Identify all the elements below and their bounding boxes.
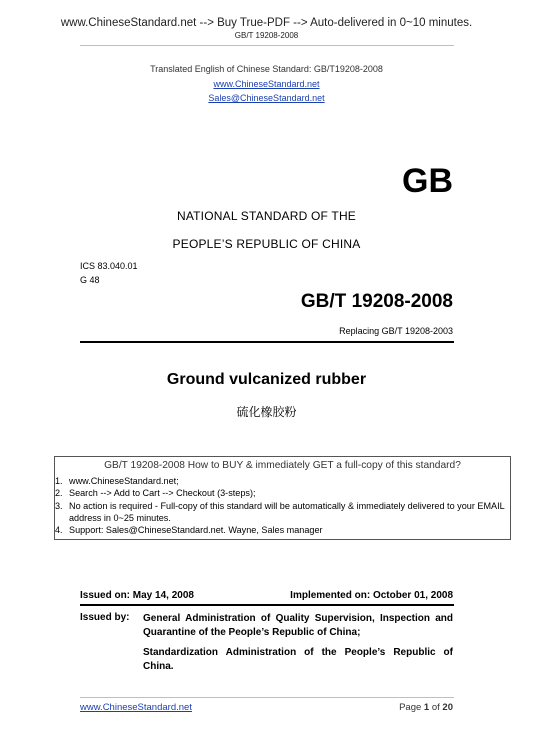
document-title: Ground vulcanized rubber — [166, 371, 367, 388]
peoples-republic-line: PEOPLE’S REPUBLIC OF CHINA — [172, 237, 361, 251]
footer-website-link[interactable]: www.ChineseStandard.net — [80, 702, 192, 713]
standard-number: GB/T 19208-2008 — [300, 291, 453, 312]
website-link[interactable]: www.ChineseStandard.net — [213, 79, 320, 89]
g-code: G 48 — [80, 275, 100, 285]
replacing-note: Replacing GB/T 19208-2003 — [339, 326, 453, 336]
email-link[interactable]: Sales@ChineseStandard.net — [208, 93, 325, 103]
buy-step: 2. Search --> Add to Cart --> Checkout (3-steps); — [55, 488, 256, 499]
national-standard-line: NATIONAL STANDARD OF THE — [176, 209, 357, 223]
buy-step[interactable]: 1. www.ChineseStandard.net; — [55, 476, 179, 486]
document-title-chinese: 硫化橡胶粉 — [236, 405, 297, 419]
buy-step[interactable]: 4. Support: Sales@ChineseStandard.net. Wayne, Sales manager — [55, 525, 323, 536]
issue-rule — [80, 604, 454, 606]
buy-box — [54, 456, 511, 540]
issuer-aqsiq: General Administration of Quality Supervision, Inspection and Quarantine of the People’s Republic of China; — [143, 613, 453, 638]
footer-rule — [80, 697, 454, 698]
issuer-sac: Standardization Administration of the People’s Republic of China. — [143, 647, 453, 672]
header-rule — [80, 45, 454, 46]
top-banner[interactable]: www.ChineseStandard.net --> Buy True-PDF --> Auto-delivered in 0~10 minutes. — [60, 17, 473, 29]
buy-steps-list — [55, 475, 505, 536]
title-rule — [80, 341, 454, 343]
ics-code: ICS 83.040.01 — [80, 261, 138, 271]
page-indicator: Page 1 of 20 — [399, 702, 453, 713]
implemented-on: Implemented on: October 01, 2008 — [290, 590, 453, 601]
buy-box-heading: GB/T 19208-2008 How to BUY & immediately GET a full-copy of this standard? — [104, 460, 461, 471]
gb-logo: GB — [402, 162, 453, 200]
buy-step: 3. No action is required - Full-copy of this standard will be automatically & immediately delivered to your EMAIL address in 0~25 minutes. — [55, 500, 505, 523]
translation-note: Translated English of Chinese Standard: GB/T19208-2008 — [150, 64, 383, 74]
issued-by-label: Issued by: — [80, 612, 130, 623]
issued-on: Issued on: May 14, 2008 — [80, 590, 194, 601]
doc-code-header: GB/T 19208-2008 — [234, 31, 299, 40]
